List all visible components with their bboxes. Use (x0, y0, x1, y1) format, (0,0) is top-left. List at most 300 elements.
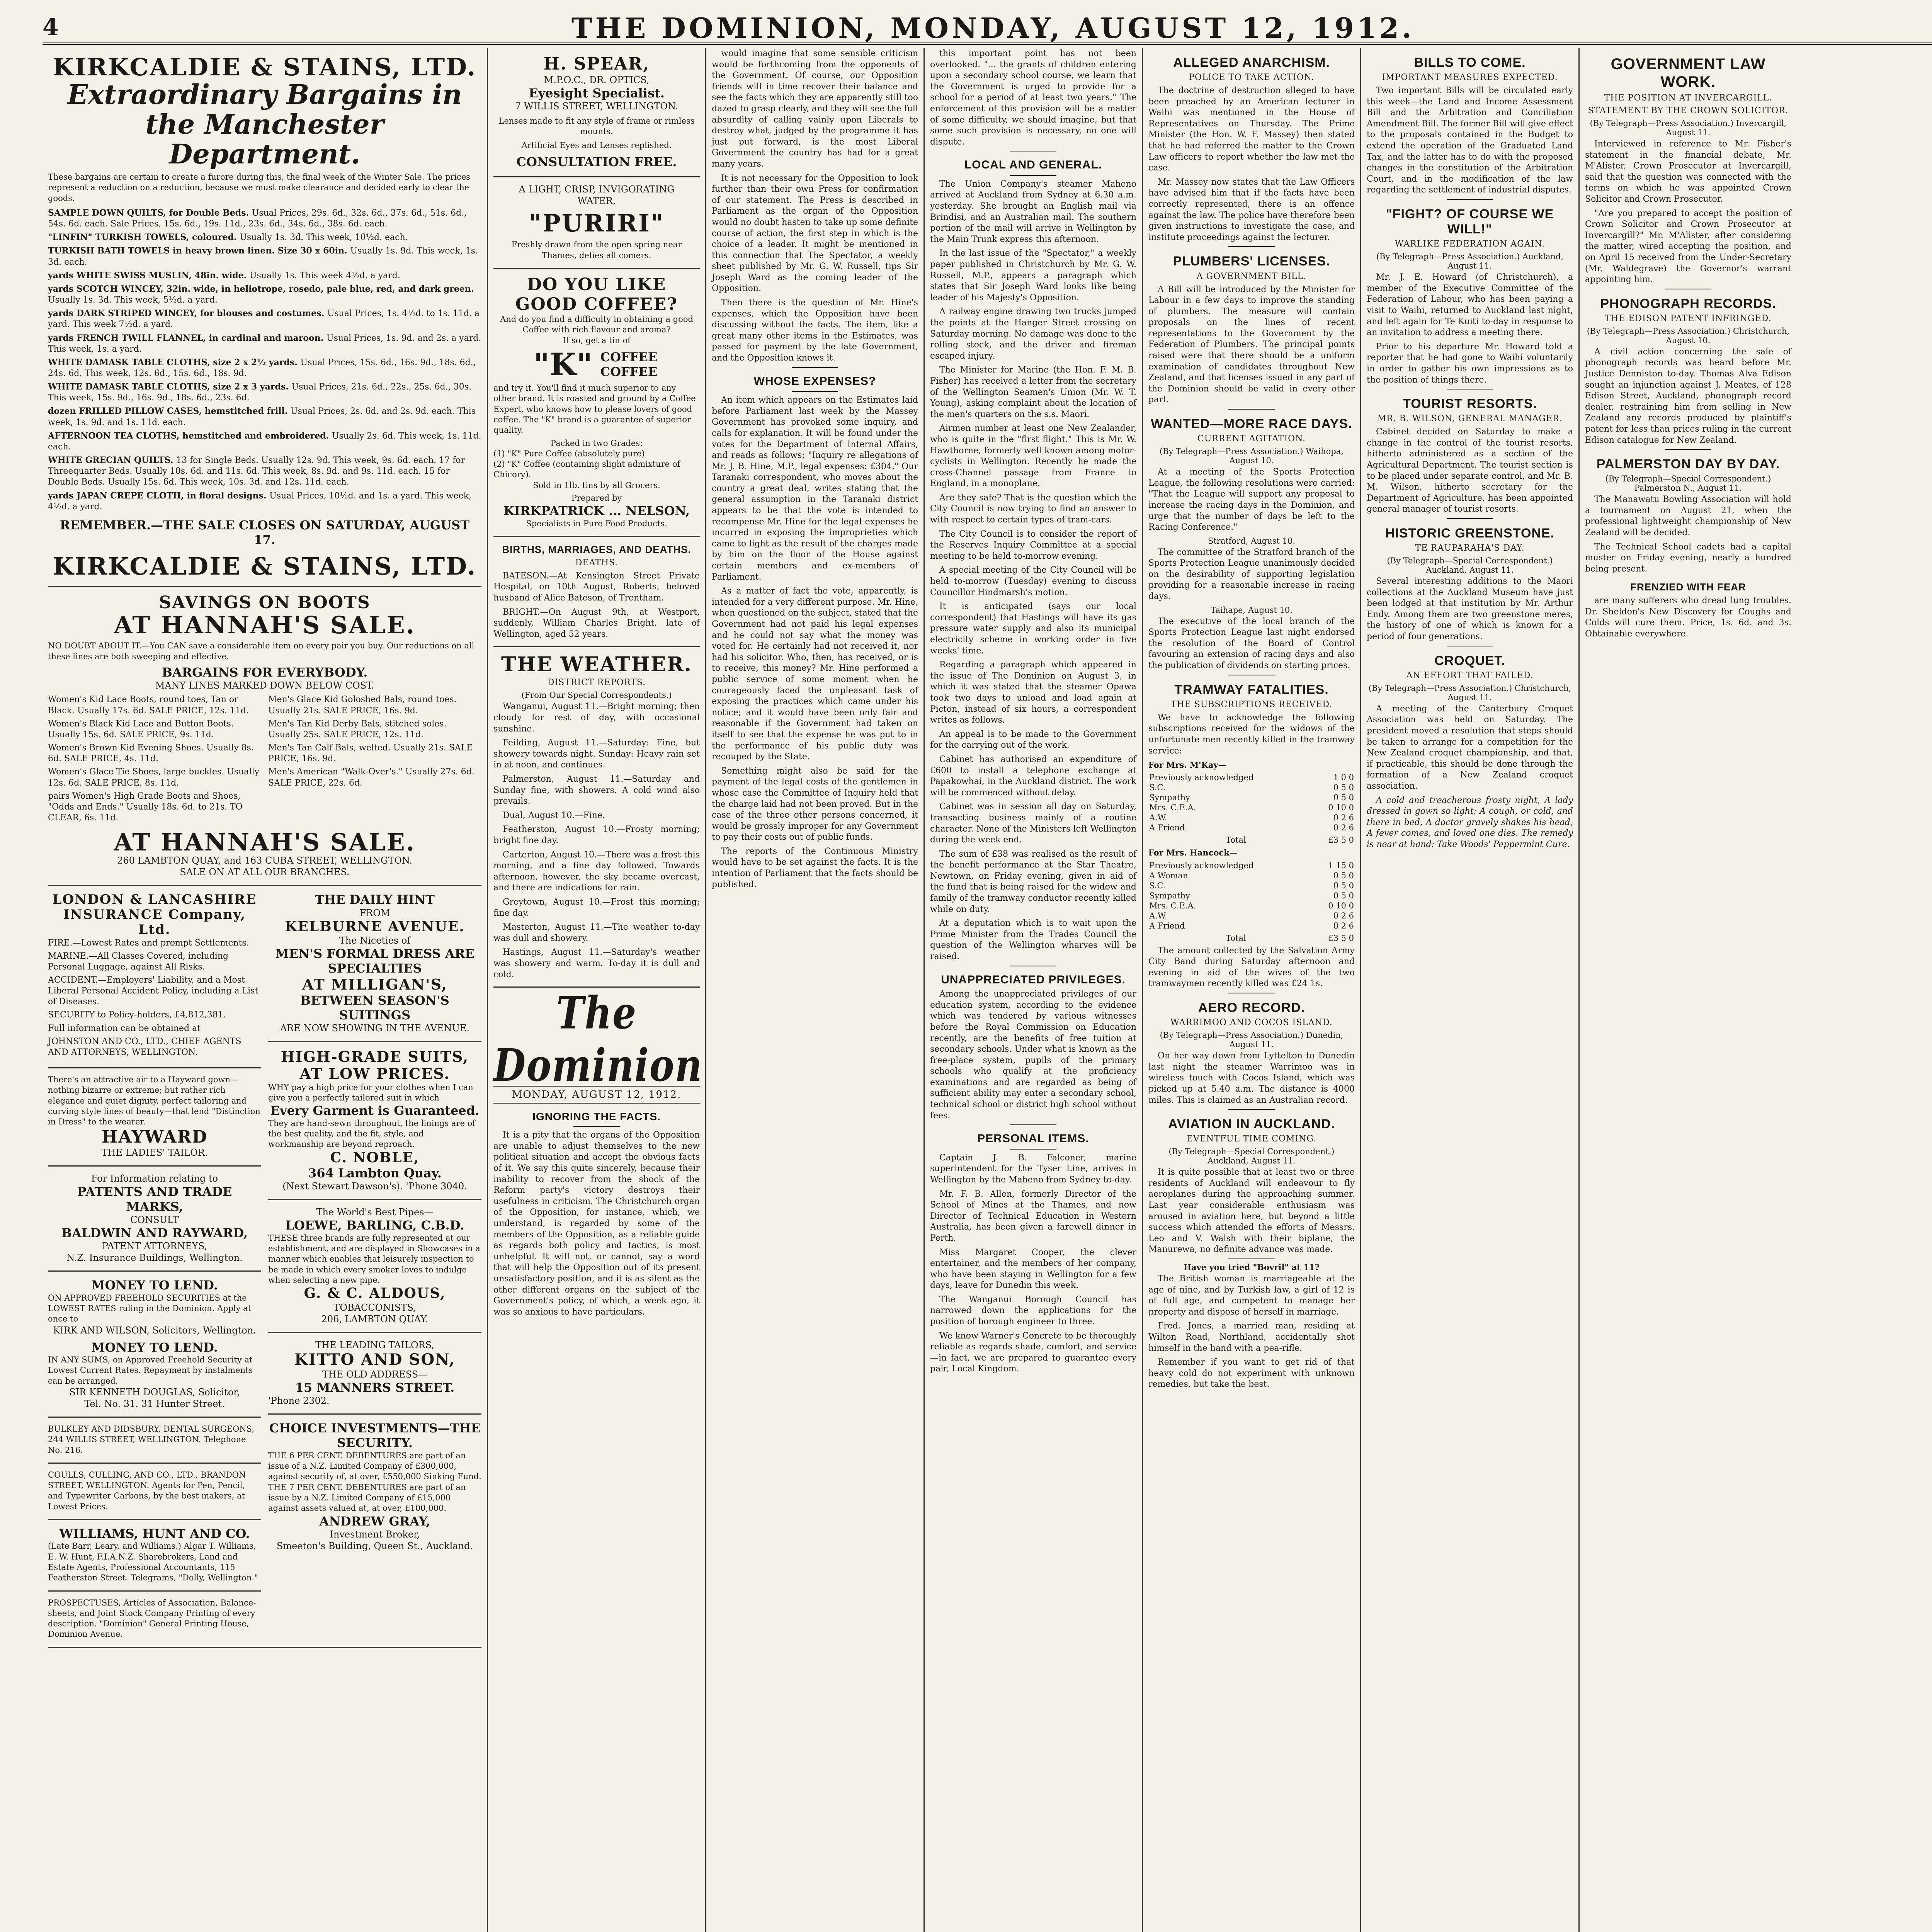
london-lancashire-title: LONDON & LANCASHIRE INSURANCE Company, Ltd. (52, 892, 257, 938)
williams-title: WILLIAMS, HUNT AND CO. (59, 1526, 250, 1541)
choice-text: THE 6 PER CENT. DEBENTURES are part of an issue of a N.Z. Limited Company of £300,000, against security of, at over, £550,000 Sinking Fund. THE 7 PER CENT. DEBENTURES are part of an issue by a N.Z. Limited Company of £15,000 against assets valued at, at over, £100,000. (268, 1451, 481, 1513)
subscription-row (1148, 871, 1355, 881)
choice-name: ANDREW GRAY, (319, 1514, 430, 1529)
dateline: (By Telegraph—Special Correspondent.) Auckland, August 11. (1387, 556, 1553, 575)
daily-hint-l3: KELBURNE AVENUE. (285, 918, 465, 935)
hannah-many-lines: MANY LINES MARKED DOWN BELOW COST. (155, 680, 374, 691)
anarchism-head: ALLEGED ANARCHISM. (1173, 55, 1330, 70)
sale-item (48, 406, 481, 428)
sale-item (48, 245, 481, 267)
news-item: In the last issue of the "Spectator," a weekly paper published in Christchurch by Mr. G. W. Russell, M.P., appears a paragraph which states that Sir Joseph Ward looks like being leader of his Majesty's Opposition. (930, 248, 1136, 303)
article-paragraph: It is quite possible that at least two or three residents of Auckland will endeavour to fly aeroplanes during the approaching summer. Last year considerable enthusiasm was aroused in aviation here, but beyond a little success which attended the efforts of Messrs. Leo and V. Walsh with their biplane, the Manurewa, no definite advance was made. (1148, 1167, 1355, 1255)
masthead (43, 12, 1932, 45)
insurance-line: JOHNSTON AND CO., LTD., CHIEF AGENTS AND ATTORNEYS, WELLINGTON. (48, 1036, 242, 1057)
money-name-1: KIRK AND WILSON, Solicitors, Wellington. (53, 1325, 256, 1336)
dateline: Taihape, August 10. (1211, 605, 1293, 615)
article-paragraph: The amount collected by the Salvation Army City Band during Saturday afternoon and evening in aid of the wives of the two tramwaymen recently killed was £24 1s. (1148, 946, 1355, 989)
sale-item-prices: Usual Prices, 2s. 6d. and 2s. 9d. each. This week, 1s. 9d. and 1s. 11d. each. (48, 406, 476, 427)
editorial-paragraph: would imagine that some sensible criticism would be forthcoming from the opponents of the Government. Of course, our Opposition friends will in time recover their balance and see the facts which they are apparently still too dazed to grasp clearly, and they will see the full absurdity of calling vainly upon Liberals to destroy what, judged by the programme it has just put forward, is the most Liberal Government the country has had for a great many years. (712, 49, 918, 169)
subscription-group: For Mrs. M'Kay— (1148, 760, 1226, 770)
coffee-t5: (1) "K" Pure Coffee (absolutely pure) (493, 449, 645, 458)
boot-sale-item: Men's Tan Kid Derby Bals, stitched soles. Usually 25s. SALE PRICE, 12s. 11d. (268, 719, 447, 740)
hannah-branches: SALE ON AT ALL OUR BRANCHES. (180, 867, 350, 878)
boot-sale-item: pairs Women's High Grade Boots and Shoes, "Odds and Ends." Usually 18s. 6d. to 21s. TO CLEAR, 6s. 11d. (48, 791, 243, 823)
money-ad (48, 1272, 261, 1418)
article-paragraph: Among the unappreciated privileges of our education system, according to the evidence which was tendered by various witnesses before the Royal Commission on Education recently, are the benefits of free tuition at secondary schools. Under what is known as the free-place system, pupils of the primary schools who qualify at the proficiency examinations and are regarded as being of sufficient ability may enter a secondary school, technical school or district high school without fees. (930, 989, 1136, 1121)
patents-l4: BALDWIN AND RAYWARD, (61, 1225, 248, 1240)
hayward-ad (48, 1068, 261, 1167)
weather-section (493, 653, 700, 988)
coffee-brand-block (493, 346, 700, 383)
patents-ad (48, 1167, 261, 1272)
death-notice: BRIGHT.—On August 9th, at Westport, suddenly, William Charles Bright, late of Wellington, aged 52 years. (493, 607, 700, 639)
column-7 (1360, 48, 1578, 1932)
weather-title: THE WEATHER. (501, 653, 692, 677)
divider (1228, 1109, 1275, 1110)
sale-item-prices: Usual Prices, 10½d. and 1s. a yard. This week, 4½d. a yard. (48, 491, 471, 512)
subscription-total: Total £3 5 0 (1226, 835, 1354, 845)
sale-item-prices: Usually 1s. 3d. This week, 10½d. each. (240, 233, 408, 243)
prospectuses-ad (48, 1592, 261, 1647)
anarchism-sub: POLICE TO TAKE ACTION. (1189, 73, 1315, 83)
sale-item-prices: Usual Prices, 21s. 6d., 22s., 25s. 6d., 30s. This week, 15s. 9d., 16s. 9d., 18s. 6d., 23s. 6d. (48, 382, 471, 403)
daily-hint-l4: The Niceties of (339, 935, 411, 946)
weather-report: Palmerston, August 11.—Saturday and Sunday fine, with showers. A cold wind also prevails. (493, 774, 700, 806)
kitto-phone: 'Phone 2302. (268, 1395, 330, 1406)
personal-item: Captain J. B. Falconer, marine superintendent for the Tyser Line, arrives in Wellington by the Maheno from Sydney to-day. (930, 1153, 1136, 1185)
law-work-sub: THE POSITION AT INVERCARGILL. (1604, 93, 1772, 103)
patents-l3: CONSULT (130, 1214, 179, 1225)
hayward-sub: THE LADIES' TAILOR. (101, 1147, 208, 1158)
hannah-footer: AT HANNAH'S SALE. (114, 828, 416, 857)
subscription-table (1148, 861, 1355, 931)
subscription-amount: 0 2 6 (1333, 813, 1354, 823)
personal-item: Miss Margaret Cooper, the clever entertainer, and the members of her company, who have been staying in Wellington for a few days, leave for Dunedin this week. (930, 1247, 1136, 1291)
patents-l5: PATENT ATTORNEYS, (102, 1241, 207, 1252)
subscription-row (1148, 772, 1355, 782)
hannah-bargains: BARGAINS FOR EVERYBODY. (162, 665, 368, 680)
divider (573, 1126, 620, 1127)
sale-item-name: yards DARK STRIPED WINCEY, for blouses and costumes. (48, 308, 327, 319)
patents-l6: N.Z. Insurance Buildings, Wellington. (66, 1252, 243, 1264)
columns (43, 48, 1932, 1932)
article-paragraph: this important point has not been overlooked. "... the grants of children entering upon a secondary school course, we learn that the Government is urged to provide for a school for a period of at least two years." The enforcement of this provision will be a matter of some difficulty, we should imagine, but that some such provision is necessary, no one will dispute. (930, 49, 1136, 147)
news-item: Cabinet was in session all day on Saturday, transacting business mainly of a routine character. None of the Ministers left Wellington during the week end. (930, 802, 1136, 845)
puriri-l4: Freshly drawn from the open spring near Thames, defies all comers. (511, 240, 682, 260)
article-paragraph: A civil action concerning the sale of phonograph records was heard before Mr. Justice Denniston to-day. Thomas Alva Edison sought an injunction against J. Meates, of 128 Edison Street, Auckland, phonograph record dealer, restraining him from selling in New Zealand any records produced by plaintiff's patent for less than prices ruling in the current Edison catalogue for New Zealand. (1585, 347, 1791, 445)
highgrade-guarantee: Every Garment is Guaranteed. (270, 1103, 480, 1118)
boot-sale-item: Women's Glace Tie Shoes, large buckles. Usually 12s. 6d. SALE PRICE, 8s. 11d. (48, 767, 259, 788)
williams-text: (Late Barr, Leary, and Williams.) Algar T. Williams, E. W. Hunt, F.I.A.N.Z. Sharebrokers, Land and Estate Agents, Professional Accountants, 115 Featherston Street. Telegrams, "Dolly, Wellington." (48, 1541, 258, 1583)
personal-items-head: PERSONAL ITEMS. (977, 1132, 1089, 1145)
coffee-t10: Specialists in Pure Food Products. (526, 519, 667, 528)
article-paragraph: Mr. Massey now states that the Law Officers have advised him that if the facts have been correctly represented, there is an offence against the law. The police have therefore been given instructions to investigate the case, and institute proceedings against the lecturer. (1148, 177, 1355, 242)
news-item: The British woman is marriageable at the age of nine, and by Turkish law, a girl of 12 is of full age, and competent to manage her property and dispose of herself in marriage. (1148, 1274, 1355, 1317)
patents-l2: PATENTS AND TRADE MARKS, (77, 1184, 232, 1214)
hannah-lists (48, 694, 481, 826)
hannah-address: 260 LAMBTON QUAY, and 163 CUBA STREET, WELLINGTON. (117, 855, 412, 866)
loewe-trade: TOBACCONISTS, (333, 1302, 416, 1313)
tourist-head: TOURIST RESORTS. (1403, 396, 1537, 412)
dominion-logo: The Dominion (493, 986, 703, 1092)
editorial-head: IGNORING THE FACTS. (532, 1111, 661, 1123)
spear-title: Eyesight Specialist. (529, 85, 665, 100)
news-item: A special meeting of the City Council will be held to-morrow (Tuesday) evening to discuss Councillor Hindmarsh's motion. (930, 565, 1136, 597)
sale-item (48, 430, 481, 452)
deaths-head: DEATHS. (575, 558, 618, 568)
sale-item-name: dozen FRILLED PILLOW CASES, hemstitched frill. (48, 406, 291, 417)
news-item: It is anticipated (says our local correspondent) that Hastings will have its gas pressure water supply and also its municipal electricity scheme in working order in five weeks' time. (930, 602, 1136, 656)
weather-sub: DISTRICT REPORTS. (547, 678, 646, 688)
sale-item-name: AFTERNOON TEA CLOTHS, hemstitched and embroidered. (48, 430, 332, 441)
article-paragraph: Something might also be said for the payment of the legal costs of the gentlemen in whose case the Committee of Inquiry held that the charge laid had not been proved. But in the case of the three other persons concerned, it would be grossly improper for any Government to pay their costs out of public funds. (712, 766, 918, 842)
weather-report: Masterton, August 11.—The weather to-day was dull and showery. (493, 922, 700, 943)
sale-item-name: TURKISH BATH TOWELS in heavy brown linen. Size 30 x 60in. (48, 246, 350, 256)
kirkcaldie-item-list (48, 207, 481, 512)
spear-address: 7 WILLIS STREET, WELLINGTON. (515, 100, 679, 112)
fight-head: "FIGHT? OF COURSE WE WILL!" (1386, 207, 1554, 237)
article-paragraph: A meeting of the Canterbury Croquet Association was held on Saturday. The president moved a resolution that steps should be taken to arrange for a competition for the New Zealand croquet championship, and that, if practicable, this should be done through the formation of a New Zealand croquet association. (1367, 704, 1573, 791)
loewe-l1: The World's Best Pipes— (316, 1207, 434, 1218)
subscription-total: Total £3 5 0 (1226, 933, 1354, 943)
loewe-name: G. & C. ALDOUS, (304, 1285, 446, 1302)
sale-item-prices: Usual Prices, 1s. 4½d. to 1s. 11d. a yard. This week 7½d. a yard. (48, 309, 480, 330)
weather-report: Featherston, August 10.—Frosty morning; bright fine day. (493, 825, 700, 845)
kitto-ad (268, 1333, 481, 1415)
subscription-row (1148, 911, 1355, 921)
loewe-ad (268, 1200, 481, 1333)
coffee-t7: Sold in 1lb. tins by all Grocers. (533, 480, 660, 490)
patents-l1: For Information relating to (91, 1173, 218, 1184)
sale-item-prices: Usually 1s. 9d. This week, 1s. 3d. each. (48, 246, 478, 267)
kitto-l4: 15 MANNERS STREET. (295, 1380, 455, 1395)
sale-item-prices: Usually 1s. 3d. This week, 5½d. a yard. (48, 295, 218, 305)
highgrade-address: 364 Lambton Quay. (308, 1165, 442, 1180)
column-8 (1578, 48, 1797, 1932)
highgrade-title: HIGH-GRADE SUITS, AT LOW PRICES. (281, 1048, 469, 1082)
sale-item-prices: Usually 2s. 6d. This week, 1s. 11d. each. (48, 431, 481, 452)
highgrade-text: WHY pay a high price for your clothes when I can give you a perfectly tailored suit in which (268, 1082, 473, 1102)
dateline: (By Telegraph—Press Association.) Waihopa, August 10. (1160, 447, 1344, 466)
divider (1447, 199, 1493, 200)
loewe-l2: LOEWE, BARLING, C.B.D. (285, 1218, 464, 1233)
sale-item (48, 270, 481, 281)
news-item: Airmen number at least one New Zealander, who is quite in the "first flight." This is Mr. W. Hawthorne, formerly well known among motor-cyclists in Wellington. Recently he made the cross-Channel passage from France to England, in a monoplane. (930, 423, 1136, 489)
divider (1665, 449, 1711, 450)
sale-item-name: WHITE GRECIAN QUILTS. (48, 455, 177, 466)
dateline: (By Telegraph—Special Correspondent.) Auckland, August 11. (1168, 1147, 1335, 1166)
article-paragraph: Several interesting additions to the Maori collections at the Auckland Museum have just been lodged at that institution by Mr. Arthur Endy. Among them are two greenstone meres, the history of one of which is known for a period of four generations. (1367, 577, 1573, 642)
spear-t2: Artificial Eyes and Lenses replished. (521, 140, 672, 150)
sale-item-name: yards WHITE SWISS MUSLIN, 48in. wide. (48, 270, 250, 281)
bulkley-ad (48, 1418, 261, 1464)
london-lancashire-ad (48, 886, 261, 1068)
aviation-head: AVIATION IN AUCKLAND. (1168, 1117, 1335, 1132)
bills-head: BILLS TO COME. (1414, 55, 1526, 70)
article-paragraph: As a matter of fact the vote, apparently, is intended for a very different purpose. Mr. Hine, when questioned on the subject, stated that the Government had not paid his legal expenses and he could not say what the money was voted for. He certainly had not received it, nor had his solicitor. Who, then, has received, or is to receive, this money? Mr. Hine performed a public service of some moment when he courageously faced the unpleasant task of exposing the practices which came under his notice; and it would have been only fair and reasonable if the Government had taken on itself to see that the expense he was put to in the performance of his public duty was recouped by the State. (712, 586, 918, 762)
ad-column (43, 48, 487, 1932)
coffee-head: DO YOU LIKE GOOD COFFEE? (515, 274, 678, 314)
choice-ad (268, 1415, 481, 1559)
money-text-1: ON APPROVED FREEHOLD SECURITIES at the LOWEST RATES ruling in the Dominion. Apply at once to (48, 1293, 252, 1324)
subscription-amount: 0 10 0 (1328, 901, 1354, 910)
subscriber-name: Mrs. C.E.A. (1149, 803, 1196, 813)
coffee-ad (493, 269, 700, 537)
news-item: The City Council is to consider the report of the Reserves Inquiry Committee at a special meeting to be held to-morrow evening. (930, 529, 1136, 561)
subscription-amount: 0 5 0 (1333, 793, 1354, 803)
sale-item-prices: Usual Prices, 29s. 6d., 32s. 6d., 37s. 6d., 51s. 6d., 54s. 6d. each. Sale Prices, 15s. 6d., 19s. 11d., 23s. 6d., 34s. 6d., 38s. 6d. each. (48, 208, 467, 229)
editorial-paragraph: It is not necessary for the Opposition to look further than their own Press for confirmation of our statement. The Press is described in Parliament as the organ of the Opposition would no doubt hasten to take up some definite course of action, the first step in which is the choice of a leader. It might be mentioned in this connection that The Spectator, a weekly sheet published by Mr. G. W. Russell, tips Sir Joseph Ward as the coming leader of the Opposition. (712, 173, 918, 294)
palmerston-head: PALMERSTON DAY BY DAY. (1596, 457, 1780, 472)
subscription-row (1148, 823, 1355, 833)
sale-item-name: yards SCOTCH WINCEY, 32in. wide, in heliotrope, rosedo, pale blue, red, and dark green. (48, 284, 474, 294)
article-paragraph: We have to acknowledge the following subscriptions received for the widows of the unfortunate men recently killed in the tramway service: (1148, 713, 1355, 756)
kitto-l3: THE OLD ADDRESS— (322, 1369, 428, 1380)
hannah-ad (48, 587, 481, 886)
subscription-amount: 0 2 6 (1333, 911, 1354, 920)
coffee-brand-name: COFFEE COFFEE (600, 349, 658, 379)
column-6 (1142, 48, 1360, 1932)
bills-sub: IMPORTANT MEASURES EXPECTED. (1382, 73, 1558, 83)
news-item: Regarding a paragraph which appeared in the issue of The Dominion on August 3, in which it was stated that the steamer Opawa took two days to unload and load again at Picton, instead of six hours, a correspondent writes as follows. (930, 660, 1136, 725)
highgrade-name: C. NOBLE, (330, 1149, 420, 1166)
subscription-amount: 0 5 0 (1333, 891, 1354, 900)
article-paragraph: On her way down from Lyttelton to Dunedin last night the steamer Warrimoo was in wireless touch with Cocos Island, which was picked up at 5.40 a.m. The distance is 4000 miles. This is claimed as an Australian record. (1148, 1051, 1355, 1105)
article-paragraph: An item which appears on the Estimates laid before Parliament last week by the Massey Government has provoked some inquiry, and calls for explanation. It will be found under the votes for the Department of Internal Affairs, and reads as follows: "Inquiry re allegations of Mr. J. B. Hine, M.P., legal expenses: £304." Our Taranaki correspondent, who moves about the country a great deal, writes stating that the general assumption in the Taranaki district appears to be that the vote is intended to recompense Mr. Hine for the legal expenses he incurred in exposing the improprieties which came to light as the result of the charges made by him on the floor of the House against certain members and ex-members of Parliament. (712, 395, 918, 582)
aviation-sub: EVENTFUL TIME COMING. (1186, 1134, 1317, 1144)
subscriber-name: Sympathy (1149, 891, 1190, 900)
divider (1010, 175, 1056, 176)
article-paragraph: Two important Bills will be circulated early this week—the Land and Income Assessment Bill and the Arbitration and Conciliation Amendment Bill. The former Bill will give effect to the proposals contained in the Budget to extend the operation of the Graduated Land Tax, and the latter has to do with the proposed changes in the constitution of the Arbitration Court, and in the modification of the law regarding the settlement of industrial disputes. (1367, 86, 1573, 195)
highgrade-ad (268, 1042, 481, 1200)
kirkcaldie-ad (48, 48, 481, 587)
dateline: Stratford, August 10. (1208, 536, 1296, 546)
phonograph-sub: THE EDISON PATENT INFRINGED. (1605, 313, 1772, 323)
boot-sale-item: Men's Tan Calf Bals, welted. Usually 21s. SALE PRICE, 16s. 9d. (268, 743, 473, 764)
subscriber-name: Mrs. C.E.A. (1149, 901, 1196, 910)
column-3 (487, 48, 705, 1932)
subscriber-name: S.C. (1149, 881, 1166, 890)
plumbers-head: PLUMBERS' LICENSES. (1173, 254, 1330, 269)
small-ads-right (268, 886, 481, 1647)
spear-ad (493, 48, 700, 177)
article-paragraph: "Are you prepared to accept the position of Crown Solicitor and Crown Prosecutor at Invercargill?" Mr. M'Alister, after considering the matter, wired accepting the position, and on April 15 received from the Under-Secretary (Mr. Waldegrave) the Governor's warrant appointing him. (1585, 208, 1791, 285)
births-title: BIRTHS, MARRIAGES, AND DEATHS. (502, 543, 691, 555)
article-paragraph: The Manawatu Bowling Association will hold a tournament on August 21, when the professional lightweight championship of New Zealand will be decided. (1585, 495, 1791, 538)
subscriber-name: A Friend (1149, 921, 1185, 930)
williams-ad (48, 1520, 261, 1592)
unappreciated-head: UNAPPRECIATED PRIVILEGES. (941, 973, 1126, 986)
divider (1010, 1149, 1056, 1150)
spear-t3: CONSULTATION FREE. (516, 154, 677, 169)
article-paragraph: The executive of the local branch of the Sports Protection League last night endorsed the resolution of the Board of Control favouring an extension of racing days and also the publication of dividends on starting prices. (1148, 616, 1355, 671)
greenstone-head: HISTORIC GREENSTONE. (1385, 526, 1555, 541)
daily-hint-l1: THE DAILY HINT (315, 892, 435, 907)
dateline: (By Telegraph—Special Correspondent.) Palmerston N., August 11. (1605, 474, 1771, 493)
spear-name: H. SPEAR, (543, 54, 650, 74)
subscription-amount: 0 2 6 (1333, 823, 1354, 833)
subscriber-name: A Woman (1149, 871, 1188, 880)
subscription-table (1148, 772, 1355, 833)
dateline: (By Telegraph—Press Association.) Invercargill, August 11. (1590, 119, 1787, 137)
coffee-t4: Packed in two Grades: (550, 438, 643, 448)
highgrade-note: (Next Stewart Dawson's). 'Phone 3040. (282, 1181, 467, 1192)
dateline: (By Telegraph—Press Association.) Christchurch, August 11. (1368, 683, 1571, 702)
puriri-brand: "PURIRI" (529, 209, 665, 238)
sale-item (48, 232, 481, 243)
news-item: The Union Company's steamer Maheno arrived at Auckland from Sydney at 6.30 a.m. yesterday. She brought an English mail via Brindisi, and an Australian mail. The southern portion of the mail will arrive in Wellington by the Main Trunk express this afternoon. (930, 179, 1136, 244)
hannah-intro: NO DOUBT ABOUT IT.—You CAN save a considerable item on every pair you buy. Our reductions on all these lines are both sweeping and effective. (48, 641, 474, 661)
kirkcaldie-footer-title: KIRKCALDIE & STAINS, LTD. (53, 552, 477, 580)
hannah-women-list (48, 694, 261, 826)
boot-sale-item: Women's Brown Kid Evening Shoes. Usually 8s. 6d. SALE PRICE, 4s. 11d. (48, 743, 254, 764)
highgrade-text-2: They are hand-sewn throughout, the linings are of the best quality, and the fit, style, and workmanship are beyond reproach. (268, 1118, 475, 1149)
local-general-head: LOCAL AND GENERAL. (964, 158, 1102, 172)
daily-hint-ad (268, 886, 481, 1042)
kirkcaldie-intro: These bargains are certain to create a furore during this, the final week of the Winter Sale. The prices represent a reduction on a reduction, because we must make clearance and decided early to clear the goods. (48, 172, 470, 203)
sale-item (48, 381, 481, 403)
subscription-row (1148, 921, 1355, 931)
small-ads-left (48, 886, 261, 1647)
sale-item-prices: Usual Prices, 1s. 9d. and 2s. a yard. This week, 1s. a yard. (48, 333, 481, 354)
puriri-l1: A LIGHT, CRISP, INVIGORATING (519, 184, 675, 195)
fight-sub: WARLIKE FEDERATION AGAIN. (1395, 239, 1545, 249)
money-address-2: Tel. No. 31. 31 Hunter Street. (84, 1398, 225, 1409)
bulkley-text: BULKLEY AND DIDSBURY, DENTAL SURGEONS, 244 WILLIS STREET, WELLINGTON. Telephone No. 216. (48, 1424, 254, 1455)
page-number: 4 (43, 14, 59, 41)
money-head-2: MONEY TO LEND. (91, 1340, 218, 1355)
small-ads-grid (48, 886, 481, 1648)
weather-source: (From Our Special Correspondents.) (521, 690, 672, 700)
sale-item-name: WHITE DAMASK TABLE CLOTHS, size 2 x 2½ yards. (48, 357, 301, 367)
coffee-t1: And do you find a difficulty in obtaining a good Coffee with rich flavour and aroma? (500, 315, 693, 335)
race-days-sub: CURRENT AGITATION. (1197, 434, 1306, 444)
boot-sale-item: Women's Kid Lace Boots, round toes, Tan or Black. Usually 17s. 6d. SALE PRICE, 12s. 11d. (48, 695, 249, 716)
london-lancashire-lines (48, 938, 261, 1058)
weather-report: Greytown, August 10.—Frost this morning; fine day. (493, 897, 700, 918)
column-4 (705, 48, 923, 1932)
births-section (493, 544, 700, 647)
subscription-row (1148, 881, 1355, 891)
sale-item-prices: Usually 1s. This week 4½d. a yard. (249, 270, 400, 281)
money-head-1: MONEY TO LEND. (91, 1278, 218, 1293)
news-item: Cabinet has authorised an expenditure of £600 to install a telephone exchange at Papakowhai, in the Auckland district. The work will be commenced without delay. (930, 754, 1136, 798)
newspaper-title: THE DOMINION, MONDAY, AUGUST 12, 1912. (571, 12, 1415, 44)
daily-hint-l6: AT MILLIGAN'S, (302, 975, 447, 993)
sale-item (48, 207, 481, 230)
croquet-sub: AN EFFORT THAT FAILED. (1406, 670, 1534, 680)
article-paragraph: The reports of the Continuous Ministry would have to be set against the facts. It is the intention of Parliament that the facts should be published. (712, 846, 918, 889)
subscription-row (1148, 891, 1355, 901)
coulls-text: COULLS, CULLING, AND CO., LTD., BRANDON STREET, WELLINGTON. Agents for Pen, Pencil, and Typewriter Carbons, by the best makers, at Lowest Prices. (48, 1470, 246, 1511)
editorial-paragraph: It is a pity that the organs of the Opposition are unable to adjust themselves to the new political situation and accept the obvious facts of it. We say this quite sincerely, because their inability to recover from the shock of the Reform party's victory destroys their usefulness in criticism. The Christchurch organ of the Opposition, for instance, which, we understand, is regarded by some of the members of the Opposition, as a reliable guide as regards both policy and tactics, is most unhelpful. It will not, or cannot, say a word that will help the Opposition out of its present unsatisfactory position, and it is as silent as the other different organs on the subject of the Government's policy, of which, a week ago, it was so anxious to have particulars. (493, 1130, 700, 1317)
boot-sale-item: Men's Glace Kid Goloshed Bals, round toes. Usually 21s. SALE PRICE, 16s. 9d. (268, 695, 457, 716)
subscriber-name: Sympathy (1149, 793, 1190, 803)
whose-expenses-head: WHOSE EXPENSES? (753, 374, 876, 388)
sale-item-name: yards JAPAN CREPE CLOTH, in floral designs. (48, 490, 270, 501)
divider (1010, 1124, 1056, 1125)
phonograph-head: PHONOGRAPH RECORDS. (1600, 296, 1776, 311)
coffee-t8: Prepared by (571, 493, 622, 503)
plumbers-sub: A GOVERNMENT BILL. (1196, 271, 1307, 281)
editorial-paragraph: Then there is the question of Mr. Hine's expenses, which the Opposition have been discussing without the facts. The item, like a great many other items in the Estimates, was passed for payment by the late Government, and the Opposition knows it. (712, 298, 918, 363)
subscriber-name: A Friend (1149, 823, 1185, 833)
kitto-l2: KITTO AND SON, (294, 1350, 456, 1369)
sale-item (48, 284, 481, 306)
boot-sale-item: Women's Black Kid Lace and Button Boots. Usually 15s. 6d. SALE PRICE, 9s. 11d. (48, 719, 234, 740)
hannah-head-2: AT HANNAH'S SALE. (114, 611, 416, 639)
aero-sub: WARRIMOO AND COCOS ISLAND. (1170, 1018, 1333, 1028)
sale-item (48, 333, 481, 355)
subscription-group: For Mrs. Hancock— (1148, 848, 1238, 858)
kirkcaldie-title: KIRKCALDIE & STAINS, LTD. (53, 53, 477, 81)
coffee-t9: KIRKPATRICK ... NELSON, (503, 503, 690, 519)
advert-paragraph: We know Warner's Concrete to be thoroughly reliable as regards shade, comfort, and service—in fact, we are prepared to guarantee every pair, Local Kingdom. (930, 1331, 1136, 1374)
personal-item: Mr. F. B. Allen, formerly Director of the School of Mines at the Thames, and now Director of Technical Education in Western Australia, has been given a farewell dinner in Perth. (930, 1189, 1136, 1243)
law-work-sub-2: STATEMENT BY THE CROWN SOLICITOR. (1588, 106, 1789, 116)
insurance-line: FIRE.—Lowest Rates and prompt Settlements. (48, 938, 249, 948)
news-item: The sum of £38 was realised as the result of the benefit performance at the Star Theatre, Newtown, on Friday evening, given in aid of the fund that is being raised for the widow and family of the tramway conductor recently killed while on duty. (930, 849, 1136, 914)
subscriber-name: S.C. (1149, 783, 1166, 793)
law-work-head: GOVERNMENT LAW WORK. (1611, 56, 1766, 90)
insurance-line: MARINE.—All Classes Covered, including Personal Luggage, against All Risks. (48, 951, 229, 972)
issue-date: MONDAY, AUGUST 12, 1912. (493, 1086, 700, 1104)
kirkcaldie-headline: Extraordinary Bargains in the Manchester Department. (67, 78, 462, 170)
hayward-name: HAYWARD (101, 1127, 208, 1147)
subscription-amount: 0 2 6 (1333, 921, 1354, 930)
news-item: A railway engine drawing two trucks jumped the points at the Hanger Street crossing on Saturday morning. No damage was done to the rolling stock, and the driver and fireman escaped injury. (930, 307, 1136, 361)
daily-hint-l7: BETWEEN SEASON'S SUITINGS (300, 993, 449, 1022)
article-paragraph: The committee of the Stratford branch of the Sports Protection League unanimously decided on the desirability of supporting legislation providing for a reasonable increase in racing days. (1148, 547, 1355, 602)
death-notice: BATESON.—At Kensington Street Private Hospital, on 10th August, Roberts, beloved husband of Alice Bateson, of Trentham. (493, 571, 700, 603)
article-paragraph: At a meeting of the Sports Protection League, the following resolutions were carried: "That the League will support any proposal to increase the racing days in the Dominion, and urge that the number of days be left to the Racing Conference." (1148, 467, 1355, 532)
subscriber-name: Previously acknowledged (1149, 773, 1254, 782)
news-item: Fred. Jones, a married man, residing at Wilton Road, Northland, accidentally shot himself in the hand with a pea-rifle. (1148, 1321, 1355, 1353)
sale-item (48, 490, 481, 512)
subscriber-name: A.W. (1149, 813, 1167, 823)
sale-item-prices: 13 for Single Beds. Usually 12s. 9d. This week, 9s. 6d. each. 17 for Threequarter Beds. Usually 10s. 6d. and 11s. 6d. This week, 8s. 9d. and 9s. 11d. each. 15 for Double Beds. Usually 15s. 6d. This week, 10s. 3d. and 12s. 11d. each. (48, 456, 465, 487)
sale-item (48, 455, 481, 488)
loewe-text: THESE three brands are fully represented at our establishment, and are displayed in Showcases in a manner which enables that leisurely inspection to be made in which every smoker loves to indulge when selecting a new pipe. (268, 1233, 480, 1285)
aero-head: AERO RECORD. (1198, 1000, 1305, 1015)
frenzied-head: FRENZIED WITH FEAR (1630, 581, 1746, 593)
insurance-line: ACCIDENT.—Employers' Liability, and a Most Liberal Personal Accident Policy, including a List of Diseases. (48, 975, 259, 1007)
choice-title: CHOICE INVESTMENTS—THE SECURITY. (269, 1420, 481, 1451)
insurance-line: Full information can be obtained at (48, 1023, 201, 1033)
coffee-t3: and try it. You'll find it much superior to any other brand. It is roasted and ground by a Coffee Expert, who knows how to please lovers of good coffee. The "K" brand is a guarantee of superior quality. (493, 383, 696, 435)
weather-report: Hastings, August 11.—Saturday's weather was showery and warm. To-day it is dull and cold. (493, 947, 700, 980)
hannah-men-list (268, 694, 481, 826)
subscriber-name: A.W. (1149, 911, 1167, 920)
subscription-total-value: £3 5 0 (1328, 933, 1354, 943)
daily-hint-l2: FROM (359, 907, 390, 918)
subscription-amount: 0 5 0 (1333, 871, 1354, 880)
daily-hint-l5: MEN'S FORMAL DRESS ARE SPECIALTIES (275, 946, 474, 976)
advert-paragraph: are many sufferers who dread lung troubles. Dr. Sheldon's New Discovery for Coughs and Colds will cure them. Price, 1s. 6d. and 3s. Obtainable everywhere. (1585, 596, 1791, 639)
weather-report: Carterton, August 10.—There was a frost this morning, and a fine day followed. Towards afternoon, however, the sky became overcast, and there are indications for rain. (493, 850, 700, 893)
spear-t1: Lenses made to fit any style of frame or rimless mounts. (498, 116, 695, 136)
insurance-line: SECURITY to Policy-holders, £4,812,381. (48, 1010, 226, 1020)
column-5 (923, 48, 1142, 1932)
dateline: (By Telegraph—Press Association.) Christchurch, August 10. (1587, 326, 1790, 345)
croquet-head: CROQUET. (1434, 653, 1505, 668)
article-paragraph: The Technical School cadets had a capital muster on Friday evening, nearly a hundred being present. (1585, 542, 1791, 574)
subscriber-name: Previously acknowledged (1149, 861, 1254, 870)
weather-report: Dual, August 10.—Fine. (503, 810, 605, 820)
subscription-row (1148, 782, 1355, 793)
editorial-ignoring (493, 1111, 700, 1318)
weather-report: Feilding, August 11.—Saturday: Fine, but showery towards night. Sunday: Heavy rain set in at noon, and continues. (493, 738, 700, 770)
